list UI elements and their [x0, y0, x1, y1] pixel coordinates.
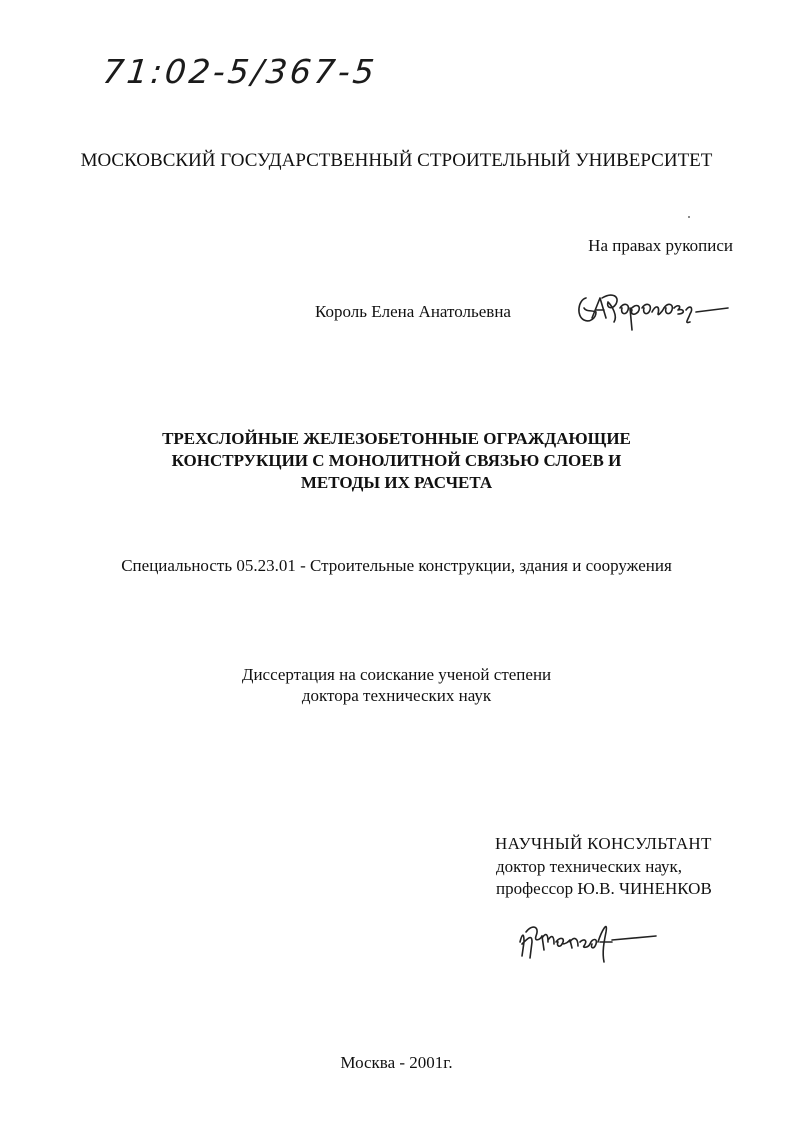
call-number: 71:02-5/367-5: [100, 52, 380, 91]
degree-line: доктора технических наук: [301, 686, 492, 705]
consultant-signature: [512, 912, 662, 968]
author-name: Король Елена Анатольевна: [315, 302, 511, 321]
title-line: КОНСТРУКЦИИ С МОНОЛИТНОЙ СВЯЗЬЮ СЛОЕВ И: [171, 451, 622, 470]
specialty-line: Специальность 05.23.01 - Строительные конструкции, здания и сооружения: [121, 556, 672, 575]
scan-speck: [688, 216, 690, 218]
degree-line: Диссертация на соискание ученой степени: [241, 665, 552, 684]
manuscript-rights: На правах рукописи: [588, 236, 733, 255]
place-year: Москва - 2001г.: [340, 1053, 453, 1072]
author-signature: [572, 286, 732, 336]
title-line: МЕТОДЫ ИХ РАСЧЕТА: [300, 473, 493, 492]
title-line: ТРЕХСЛОЙНЫЕ ЖЕЛЕЗОБЕТОННЫЕ ОГРАЖДАЮЩИЕ: [162, 429, 631, 448]
dissertation-title: [0, 428, 793, 494]
consultant-degree: доктор технических наук,: [496, 857, 683, 876]
consultant-heading: НАУЧНЫЙ КОНСУЛЬТАНТ: [495, 834, 712, 853]
university-name: МОСКОВСКИЙ ГОСУДАРСТВЕННЫЙ СТРОИТЕЛЬНЫЙ УНИВЕРСИТЕТ: [80, 150, 713, 171]
consultant-name: профессор Ю.В. ЧИНЕНКОВ: [496, 879, 712, 898]
degree-statement: [0, 664, 793, 706]
